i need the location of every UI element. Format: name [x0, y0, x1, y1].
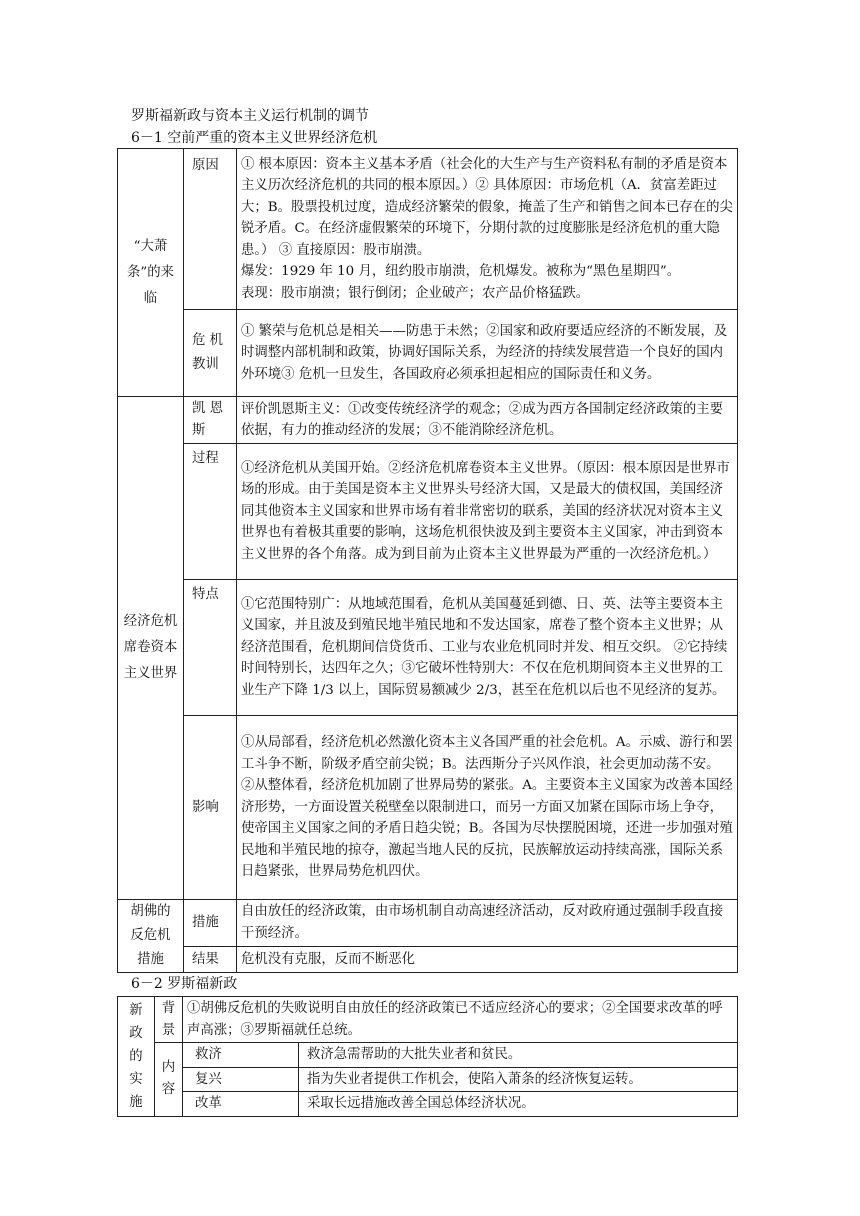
row-label-background: 背 景	[155, 997, 183, 1043]
table-row	[118, 1092, 738, 1117]
row-label-keynes: 凯 恩 斯	[184, 397, 237, 444]
keynes-text: 评价凯恩斯主义：①改变传统经济学的观念；②成为西方各国制定经济政策的主要依据，有力的推动经济的发展；③不能消除经济危机。	[237, 397, 738, 444]
table-row	[118, 900, 738, 947]
impact-text: ①从局部看，经济危机必然激化资本主义各国严重的社会危机。A。示威、游行和罢工斗争不断，阶级矛盾空前尖锐；B。法西斯分子兴风作浪，社会更加动荡不安。 ②从整体看，经济危机加剧了世界局势的紧张。A。主要资本主义国家为改善本国经济形势，一方面设置关税壁垒以限制进口，而另一方面又加紧在国际市场上争夺，使帝国主义国家之间的矛盾日趋尖锐；B。各国为尽快摆脱困境，还进一步加强对殖民地和半殖民地的掠夺，激起当地人民的反抗，民族解放运动持续高涨，国际关系日趋紧张，世界局势危机四伏。	[237, 716, 738, 900]
table-row	[118, 397, 738, 444]
document-title: 罗斯福新政与资本主义运行机制的调节	[131, 108, 369, 124]
row-label-features: 特点	[184, 580, 237, 716]
table-row	[118, 310, 738, 397]
section-1-title: 6－1 空前严重的资本主义世界经济危机	[131, 130, 378, 146]
table-row	[118, 946, 738, 972]
measures-text: 自由放任的经济政策，由市场机制自动高速经济活动，反对政府通过强制手段直接干预经济。	[237, 900, 738, 947]
item-label-relief: 救济	[183, 1043, 299, 1068]
table-row	[118, 444, 738, 580]
row-label-result: 结果	[184, 946, 237, 972]
item-text-recovery: 指为失业者提供工作机会，使陷入萧条的经济恢复运转。	[299, 1067, 738, 1092]
features-text: ①它范围特别广：从地域范围看，危机从美国蔓延到德、日、英、法等主要资本主义国家，并且波及到殖民地半殖民地和不发达国家，席卷了整个资本主义世界；从经济范围看，危机期间信贷货币、工业与农业危机同时并发、相互交织。 ②它持续时间特别长，达四年之久；③它破坏性特别大：不仅在危机期间资本主义世界的工业生产下降 1/3 以上，国际贸易额减少 2/3，甚至在危机以后也不见经济的复苏。	[237, 580, 738, 716]
process-text: ①经济危机从美国开始。②经济危机席卷资本主义世界。（原因：根本原因是世界市场的形成。由于美国是资本主义世界头号经济大国，又是最大的债权国，美国经济同其他资本主义国家和世界市场有着非常密切的联系，美国的经济状况对资本主义世界也有着极其重要的影响，这场危机很快波及到主要资本主义国家，冲击到资本主义世界的各个角落。成为到目前为止资本主义世界最为严重的一次经济危机。）	[237, 444, 738, 580]
table-row	[118, 1043, 738, 1068]
table-row	[118, 997, 738, 1043]
crisis-table	[117, 148, 738, 973]
row-label-cause: 原因	[184, 149, 237, 310]
row-label-process: 过程	[184, 444, 237, 580]
item-label-recovery: 复兴	[183, 1067, 299, 1092]
lessons-text: ① 繁荣与危机总是相关——防患于未然；②国家和政府要适应经济的不断发展，及时调整内部机制和政策，协调好国际关系，为经济的持续发展营造一个良好的国内外环境③ 危机一旦发生，各国政府必须承担起相应的国际责任和义务。	[237, 310, 738, 397]
result-text: 危机没有克服，反而不断恶化	[237, 946, 738, 972]
item-text-reform: 采取长远措施改善全国总体经济状况。	[299, 1092, 738, 1117]
row-label-content: 内 容	[155, 1043, 183, 1117]
group-label-new-deal: 新 政 的 实 施	[118, 997, 155, 1117]
table-row	[118, 580, 738, 716]
table-row	[118, 1067, 738, 1092]
row-label-lessons: 危 机 教训	[184, 310, 237, 397]
group-label-great-depression: “大萧条”的来临	[118, 149, 184, 397]
new-deal-table	[117, 996, 738, 1117]
row-label-measures: 措施	[184, 900, 237, 947]
table-row	[118, 716, 738, 900]
group-label-world-crisis: 经济危机席卷资本主义世界	[118, 397, 184, 900]
group-label-hoover: 胡佛的反危机措施	[118, 900, 184, 973]
section-2-title: 6－2 罗斯福新政	[131, 976, 238, 992]
row-label-impact: 影响	[184, 716, 237, 900]
table-row	[118, 149, 738, 310]
background-text: ①胡佛反危机的失败说明自由放任的经济政策已不适应经济心的要求；②全国要求改革的呼声高涨；③罗斯福就任总统。	[183, 997, 738, 1043]
cause-text: ① 根本原因：资本主义基本矛盾（社会化的大生产与生产资料私有制的矛盾是资本主义历次经济危机的共同的根本原因。）② 具体原因：市场危机（A．贫富差距过大；B。股票投机过度，造成经济繁荣的假象，掩盖了生产和销售之间本已存在的尖锐矛盾。C。在经济虚假繁荣的环境下，分期付款的过度膨胀是经济危机的重大隐患。） ③ 直接原因：股市崩溃。 爆发：1929 年 10 月，纽约股市崩溃，危机爆发。被称为“黑色星期四”。 表现：股市崩溃；银行倒闭；企业破产；农产品价格猛跌。	[237, 149, 738, 310]
item-label-reform: 改革	[183, 1092, 299, 1117]
item-text-relief: 救济急需帮助的大批失业者和贫民。	[299, 1043, 738, 1068]
